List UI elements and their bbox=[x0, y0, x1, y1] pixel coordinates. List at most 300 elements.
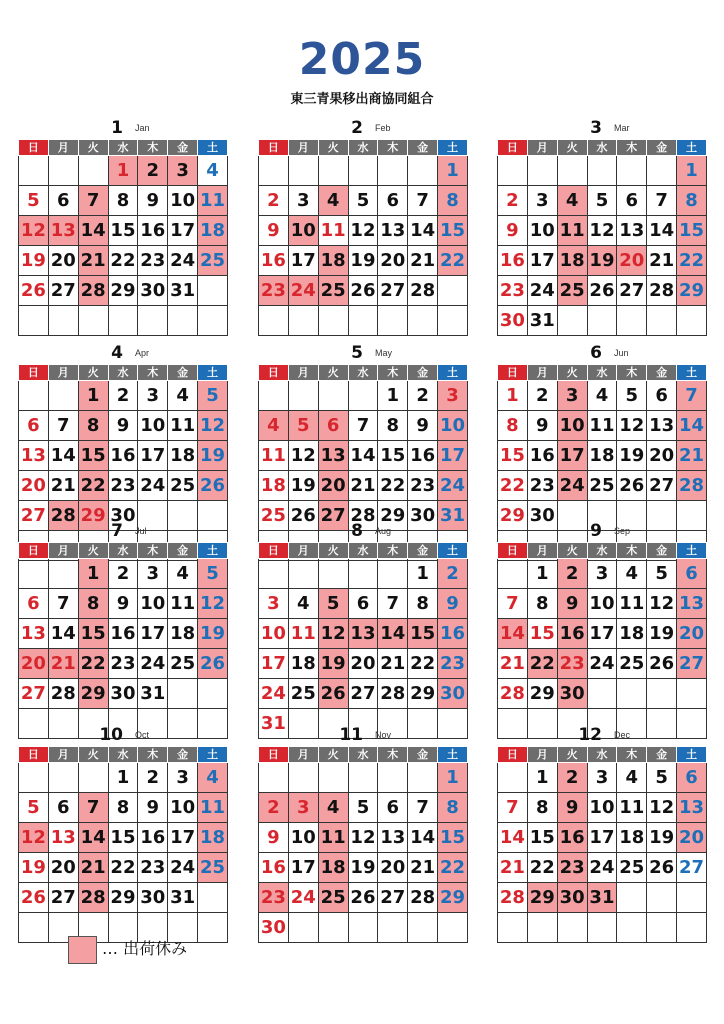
day-cell: 25 bbox=[318, 276, 348, 306]
weekday-header: 金 bbox=[408, 365, 438, 381]
day-cell: 22 bbox=[498, 471, 528, 501]
day-cell: 8 bbox=[78, 411, 108, 441]
weekday-header: 木 bbox=[378, 747, 408, 763]
month-2 bbox=[258, 117, 468, 336]
day-cell: 14 bbox=[48, 619, 78, 649]
empty-cell bbox=[318, 381, 348, 411]
empty-cell bbox=[587, 679, 617, 709]
day-cell: 25 bbox=[198, 246, 228, 276]
day-cell: 8 bbox=[378, 411, 408, 441]
day-cell: 10 bbox=[288, 216, 318, 246]
empty-cell bbox=[378, 763, 408, 793]
day-cell: 23 bbox=[527, 471, 557, 501]
weekday-header: 日 bbox=[259, 365, 289, 381]
month-9 bbox=[497, 520, 707, 739]
day-cell: 25 bbox=[168, 471, 198, 501]
weekday-header: 金 bbox=[408, 543, 438, 559]
empty-cell bbox=[48, 306, 78, 336]
month-number: 2 bbox=[351, 118, 363, 138]
day-cell: 3 bbox=[288, 186, 318, 216]
day-cell: 11 bbox=[198, 186, 228, 216]
day-cell: 5 bbox=[288, 411, 318, 441]
day-cell: 18 bbox=[198, 216, 228, 246]
day-cell: 27 bbox=[677, 853, 707, 883]
weekday-header: 水 bbox=[348, 747, 378, 763]
weekday-header: 日 bbox=[498, 543, 528, 559]
day-cell: 6 bbox=[348, 589, 378, 619]
day-cell: 29 bbox=[378, 501, 408, 531]
day-cell: 16 bbox=[408, 441, 438, 471]
empty-cell bbox=[19, 763, 49, 793]
day-cell: 24 bbox=[168, 246, 198, 276]
day-cell: 25 bbox=[288, 679, 318, 709]
day-cell: 27 bbox=[677, 649, 707, 679]
day-cell: 28 bbox=[498, 679, 528, 709]
day-cell: 19 bbox=[647, 619, 677, 649]
day-cell: 27 bbox=[647, 471, 677, 501]
empty-cell bbox=[259, 381, 289, 411]
day-cell: 12 bbox=[587, 216, 617, 246]
day-cell: 3 bbox=[168, 763, 198, 793]
day-cell: 4 bbox=[168, 381, 198, 411]
empty-cell bbox=[408, 763, 438, 793]
day-cell: 15 bbox=[78, 619, 108, 649]
day-cell: 15 bbox=[378, 441, 408, 471]
empty-cell bbox=[259, 763, 289, 793]
day-cell: 3 bbox=[438, 381, 468, 411]
month-number: 1 bbox=[111, 118, 123, 138]
weekday-header: 火 bbox=[318, 543, 348, 559]
weekday-header: 火 bbox=[557, 365, 587, 381]
day-cell: 17 bbox=[168, 823, 198, 853]
day-cell: 28 bbox=[78, 883, 108, 913]
day-cell: 15 bbox=[498, 441, 528, 471]
day-cell: 19 bbox=[19, 246, 49, 276]
day-cell: 27 bbox=[348, 679, 378, 709]
day-cell: 17 bbox=[138, 619, 168, 649]
month-table bbox=[258, 139, 468, 336]
day-cell: 31 bbox=[527, 306, 557, 336]
month-title bbox=[18, 724, 228, 746]
day-cell: 25 bbox=[168, 649, 198, 679]
empty-cell bbox=[168, 306, 198, 336]
day-cell: 19 bbox=[617, 441, 647, 471]
weekday-header: 日 bbox=[498, 747, 528, 763]
day-cell: 29 bbox=[78, 501, 108, 531]
day-cell: 12 bbox=[647, 793, 677, 823]
day-cell: 24 bbox=[587, 853, 617, 883]
day-cell: 8 bbox=[108, 793, 138, 823]
day-cell: 22 bbox=[78, 471, 108, 501]
day-cell: 16 bbox=[138, 216, 168, 246]
day-cell: 9 bbox=[557, 589, 587, 619]
day-cell: 6 bbox=[19, 589, 49, 619]
day-cell: 16 bbox=[259, 246, 289, 276]
weekday-header: 月 bbox=[288, 543, 318, 559]
weekday-header: 月 bbox=[48, 543, 78, 559]
empty-cell bbox=[677, 306, 707, 336]
day-cell: 7 bbox=[78, 186, 108, 216]
legend-label: 出荷休み bbox=[123, 939, 188, 958]
weekday-header: 火 bbox=[318, 747, 348, 763]
month-10 bbox=[18, 724, 228, 943]
day-cell: 3 bbox=[138, 381, 168, 411]
day-cell: 17 bbox=[138, 441, 168, 471]
empty-cell bbox=[348, 913, 378, 943]
empty-cell bbox=[19, 156, 49, 186]
day-cell: 22 bbox=[438, 246, 468, 276]
day-cell: 30 bbox=[527, 501, 557, 531]
day-cell: 20 bbox=[19, 471, 49, 501]
day-cell: 12 bbox=[348, 216, 378, 246]
day-cell: 19 bbox=[647, 823, 677, 853]
empty-cell bbox=[348, 559, 378, 589]
day-cell: 22 bbox=[677, 246, 707, 276]
day-cell: 23 bbox=[108, 649, 138, 679]
empty-cell bbox=[617, 913, 647, 943]
day-cell: 13 bbox=[318, 441, 348, 471]
day-cell: 2 bbox=[527, 381, 557, 411]
day-cell: 17 bbox=[168, 216, 198, 246]
day-cell: 12 bbox=[348, 823, 378, 853]
empty-cell bbox=[198, 883, 228, 913]
day-cell: 1 bbox=[438, 156, 468, 186]
empty-cell bbox=[647, 679, 677, 709]
day-cell: 24 bbox=[438, 471, 468, 501]
day-cell: 23 bbox=[259, 883, 289, 913]
day-cell: 30 bbox=[108, 679, 138, 709]
day-cell: 4 bbox=[168, 559, 198, 589]
day-cell: 1 bbox=[677, 156, 707, 186]
day-cell: 8 bbox=[78, 589, 108, 619]
month-number: 12 bbox=[578, 725, 602, 745]
day-cell: 30 bbox=[108, 501, 138, 531]
day-cell: 15 bbox=[677, 216, 707, 246]
day-cell: 13 bbox=[617, 216, 647, 246]
day-cell: 10 bbox=[288, 823, 318, 853]
day-cell: 23 bbox=[557, 853, 587, 883]
weekday-header: 金 bbox=[647, 365, 677, 381]
day-cell: 21 bbox=[408, 853, 438, 883]
day-cell: 21 bbox=[498, 853, 528, 883]
empty-cell bbox=[318, 156, 348, 186]
day-cell: 28 bbox=[48, 501, 78, 531]
day-cell: 28 bbox=[647, 276, 677, 306]
weekday-header: 火 bbox=[78, 543, 108, 559]
day-cell: 31 bbox=[587, 883, 617, 913]
empty-cell bbox=[198, 913, 228, 943]
day-cell: 7 bbox=[408, 186, 438, 216]
day-cell: 5 bbox=[19, 186, 49, 216]
empty-cell bbox=[438, 306, 468, 336]
empty-cell bbox=[498, 559, 528, 589]
day-cell: 24 bbox=[168, 853, 198, 883]
day-cell: 26 bbox=[647, 853, 677, 883]
weekday-header: 木 bbox=[378, 543, 408, 559]
day-cell: 1 bbox=[438, 763, 468, 793]
day-cell: 26 bbox=[647, 649, 677, 679]
weekday-header: 土 bbox=[198, 365, 228, 381]
day-cell: 9 bbox=[527, 411, 557, 441]
day-cell: 26 bbox=[318, 679, 348, 709]
day-cell: 31 bbox=[168, 276, 198, 306]
day-cell: 19 bbox=[198, 619, 228, 649]
weekday-header: 月 bbox=[288, 365, 318, 381]
day-cell: 22 bbox=[527, 853, 557, 883]
day-cell: 24 bbox=[587, 649, 617, 679]
day-cell: 8 bbox=[677, 186, 707, 216]
day-cell: 7 bbox=[408, 793, 438, 823]
day-cell: 23 bbox=[557, 649, 587, 679]
day-cell: 12 bbox=[288, 441, 318, 471]
month-table bbox=[258, 542, 468, 739]
month-title bbox=[18, 117, 228, 139]
day-cell: 10 bbox=[168, 793, 198, 823]
weekday-header: 土 bbox=[438, 747, 468, 763]
day-cell: 13 bbox=[378, 216, 408, 246]
day-cell: 12 bbox=[198, 589, 228, 619]
day-cell: 2 bbox=[438, 559, 468, 589]
month-title bbox=[18, 520, 228, 542]
day-cell: 12 bbox=[318, 619, 348, 649]
month-12 bbox=[497, 724, 707, 943]
day-cell: 10 bbox=[587, 589, 617, 619]
day-cell: 18 bbox=[617, 619, 647, 649]
day-cell: 21 bbox=[408, 246, 438, 276]
day-cell: 10 bbox=[259, 619, 289, 649]
day-cell: 29 bbox=[677, 276, 707, 306]
day-cell: 7 bbox=[378, 589, 408, 619]
day-cell: 20 bbox=[348, 649, 378, 679]
weekday-header: 日 bbox=[19, 140, 49, 156]
day-cell: 5 bbox=[318, 589, 348, 619]
empty-cell bbox=[498, 156, 528, 186]
month-table bbox=[497, 542, 707, 739]
empty-cell bbox=[168, 679, 198, 709]
day-cell: 25 bbox=[318, 883, 348, 913]
day-cell: 24 bbox=[138, 649, 168, 679]
day-cell: 18 bbox=[198, 823, 228, 853]
day-cell: 5 bbox=[647, 559, 677, 589]
legend-text bbox=[102, 938, 187, 960]
empty-cell bbox=[288, 156, 318, 186]
day-cell: 25 bbox=[617, 649, 647, 679]
day-cell: 11 bbox=[557, 216, 587, 246]
weekday-header: 金 bbox=[647, 543, 677, 559]
day-cell: 15 bbox=[108, 216, 138, 246]
weekday-header: 日 bbox=[259, 543, 289, 559]
day-cell: 16 bbox=[557, 619, 587, 649]
weekday-header: 金 bbox=[168, 543, 198, 559]
empty-cell bbox=[19, 381, 49, 411]
empty-cell bbox=[587, 306, 617, 336]
day-cell: 13 bbox=[348, 619, 378, 649]
empty-cell bbox=[557, 156, 587, 186]
day-cell: 31 bbox=[138, 679, 168, 709]
day-cell: 17 bbox=[587, 619, 617, 649]
day-cell: 26 bbox=[19, 276, 49, 306]
day-cell: 29 bbox=[78, 679, 108, 709]
weekday-header: 月 bbox=[527, 365, 557, 381]
day-cell: 6 bbox=[378, 186, 408, 216]
day-cell: 8 bbox=[438, 186, 468, 216]
day-cell: 3 bbox=[557, 381, 587, 411]
empty-cell bbox=[288, 763, 318, 793]
day-cell: 5 bbox=[617, 381, 647, 411]
month-table bbox=[18, 746, 228, 943]
empty-cell bbox=[288, 381, 318, 411]
day-cell: 14 bbox=[647, 216, 677, 246]
day-cell: 26 bbox=[348, 276, 378, 306]
day-cell: 13 bbox=[19, 619, 49, 649]
day-cell: 13 bbox=[647, 411, 677, 441]
day-cell: 22 bbox=[378, 471, 408, 501]
day-cell: 29 bbox=[108, 276, 138, 306]
empty-cell bbox=[647, 913, 677, 943]
month-title bbox=[258, 724, 468, 746]
day-cell: 24 bbox=[527, 276, 557, 306]
month-title bbox=[497, 342, 707, 364]
day-cell: 8 bbox=[498, 411, 528, 441]
day-cell: 8 bbox=[527, 589, 557, 619]
day-cell: 27 bbox=[318, 501, 348, 531]
day-cell: 5 bbox=[647, 763, 677, 793]
day-cell: 18 bbox=[168, 441, 198, 471]
day-cell: 16 bbox=[498, 246, 528, 276]
day-cell: 13 bbox=[677, 589, 707, 619]
weekday-header: 水 bbox=[587, 140, 617, 156]
month-number: 9 bbox=[590, 521, 602, 541]
weekday-header: 日 bbox=[498, 365, 528, 381]
day-cell: 28 bbox=[408, 883, 438, 913]
day-cell: 5 bbox=[348, 186, 378, 216]
day-cell: 14 bbox=[498, 823, 528, 853]
empty-cell bbox=[259, 156, 289, 186]
day-cell: 1 bbox=[527, 559, 557, 589]
day-cell: 20 bbox=[378, 246, 408, 276]
day-cell: 27 bbox=[48, 883, 78, 913]
weekday-header: 水 bbox=[587, 747, 617, 763]
day-cell: 4 bbox=[318, 186, 348, 216]
weekday-header: 水 bbox=[108, 365, 138, 381]
day-cell: 24 bbox=[288, 276, 318, 306]
empty-cell bbox=[288, 306, 318, 336]
day-cell: 16 bbox=[108, 619, 138, 649]
weekday-header: 日 bbox=[19, 543, 49, 559]
day-cell: 9 bbox=[259, 216, 289, 246]
empty-cell bbox=[378, 559, 408, 589]
weekday-header: 日 bbox=[19, 365, 49, 381]
day-cell: 10 bbox=[138, 589, 168, 619]
day-cell: 14 bbox=[408, 216, 438, 246]
month-name: Mar bbox=[614, 123, 630, 133]
empty-cell bbox=[617, 883, 647, 913]
month-table bbox=[18, 542, 228, 739]
day-cell: 28 bbox=[348, 501, 378, 531]
day-cell: 10 bbox=[587, 793, 617, 823]
weekday-header: 水 bbox=[348, 365, 378, 381]
day-cell: 12 bbox=[647, 589, 677, 619]
empty-cell bbox=[19, 913, 49, 943]
legend-dots: … bbox=[102, 939, 118, 958]
day-cell: 21 bbox=[647, 246, 677, 276]
day-cell: 11 bbox=[168, 589, 198, 619]
empty-cell bbox=[617, 306, 647, 336]
weekday-header: 日 bbox=[259, 140, 289, 156]
day-cell: 9 bbox=[498, 216, 528, 246]
weekday-header: 火 bbox=[318, 140, 348, 156]
empty-cell bbox=[438, 276, 468, 306]
day-cell: 17 bbox=[288, 246, 318, 276]
day-cell: 20 bbox=[48, 853, 78, 883]
day-cell: 22 bbox=[78, 649, 108, 679]
empty-cell bbox=[378, 306, 408, 336]
empty-cell bbox=[647, 883, 677, 913]
month-title bbox=[497, 724, 707, 746]
empty-cell bbox=[587, 156, 617, 186]
month-number: 7 bbox=[111, 521, 123, 541]
weekday-header: 月 bbox=[48, 365, 78, 381]
day-cell: 6 bbox=[677, 763, 707, 793]
weekday-header: 木 bbox=[617, 543, 647, 559]
month-name: Nov bbox=[375, 730, 392, 740]
day-cell: 4 bbox=[288, 589, 318, 619]
month-number: 10 bbox=[99, 725, 123, 745]
day-cell: 2 bbox=[108, 381, 138, 411]
day-cell: 5 bbox=[19, 793, 49, 823]
empty-cell bbox=[348, 381, 378, 411]
weekday-header: 土 bbox=[677, 140, 707, 156]
empty-cell bbox=[78, 763, 108, 793]
weekday-header: 金 bbox=[647, 747, 677, 763]
day-cell: 22 bbox=[108, 853, 138, 883]
day-cell: 2 bbox=[259, 186, 289, 216]
day-cell: 4 bbox=[198, 763, 228, 793]
day-cell: 11 bbox=[259, 441, 289, 471]
weekday-header: 日 bbox=[498, 140, 528, 156]
weekday-header: 金 bbox=[408, 747, 438, 763]
day-cell: 21 bbox=[677, 441, 707, 471]
day-cell: 26 bbox=[19, 883, 49, 913]
day-cell: 30 bbox=[557, 679, 587, 709]
empty-cell bbox=[48, 156, 78, 186]
empty-cell bbox=[348, 306, 378, 336]
empty-cell bbox=[557, 306, 587, 336]
day-cell: 26 bbox=[617, 471, 647, 501]
day-cell: 7 bbox=[677, 381, 707, 411]
day-cell: 12 bbox=[198, 411, 228, 441]
month-number: 4 bbox=[111, 343, 123, 363]
weekday-header: 日 bbox=[19, 747, 49, 763]
day-cell: 27 bbox=[19, 679, 49, 709]
day-cell: 25 bbox=[587, 471, 617, 501]
day-cell: 4 bbox=[617, 559, 647, 589]
day-cell: 16 bbox=[527, 441, 557, 471]
day-cell: 26 bbox=[198, 649, 228, 679]
day-cell: 21 bbox=[48, 471, 78, 501]
day-cell: 14 bbox=[378, 619, 408, 649]
empty-cell bbox=[78, 156, 108, 186]
day-cell: 3 bbox=[138, 559, 168, 589]
day-cell: 28 bbox=[498, 883, 528, 913]
day-cell: 14 bbox=[677, 411, 707, 441]
empty-cell bbox=[259, 306, 289, 336]
day-cell: 30 bbox=[408, 501, 438, 531]
day-cell: 5 bbox=[587, 186, 617, 216]
day-cell: 29 bbox=[527, 679, 557, 709]
day-cell: 18 bbox=[259, 471, 289, 501]
day-cell: 19 bbox=[288, 471, 318, 501]
